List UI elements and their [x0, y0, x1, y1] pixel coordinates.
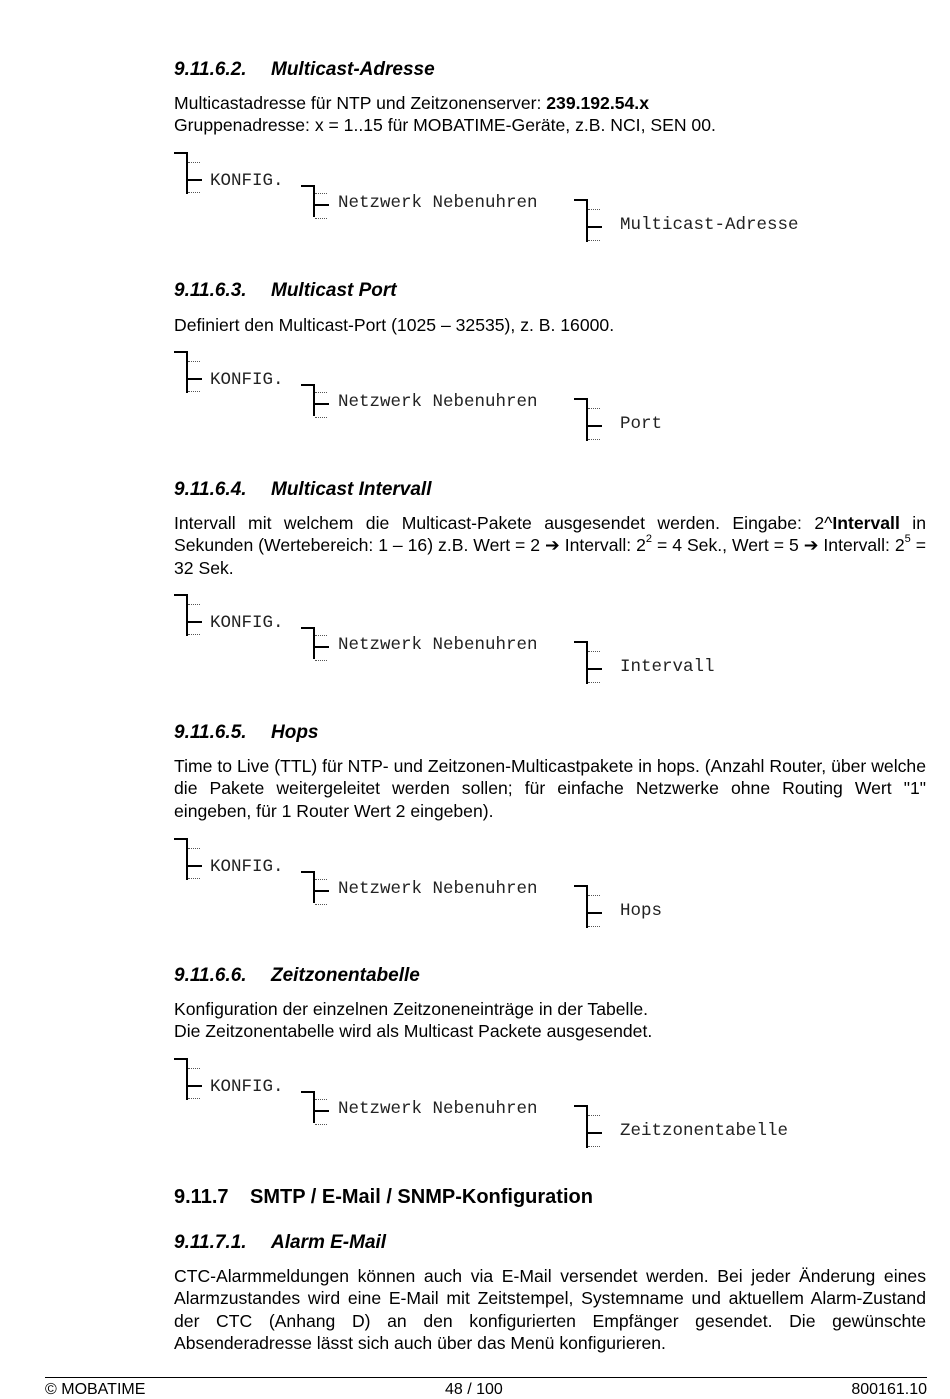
exponent: 5: [904, 533, 911, 546]
section-number: 9.11.6.5.: [174, 722, 247, 743]
section-title: Multicast Intervall: [271, 479, 432, 500]
menu-level1: KONFIG.: [210, 1077, 284, 1097]
section-number: 9.11.6.4.: [174, 479, 247, 500]
section-title: Hops: [271, 722, 319, 743]
body-text: Multicastadresse für NTP und Zeitzonenserver:: [174, 93, 547, 113]
body-text: = 4 Sek., Wert = 5: [652, 535, 804, 556]
section-heading: [174, 1232, 386, 1254]
chapter-title: SMTP / E-Mail / SNMP-Konfiguration: [250, 1186, 593, 1208]
menu-level1: KONFIG.: [210, 613, 284, 633]
menu-level3: Port: [620, 414, 663, 434]
footer-rule: [45, 1377, 927, 1378]
section-body: [174, 512, 926, 579]
body-text: Intervall: 2: [818, 535, 905, 556]
section-body: CTC-Alarmmeldungen können auch via E-Mail versendet werden. Bei jeder Änderung eines Alarmzustandes wird eine E-Mail mit Zeitstempel, Systemname und aktuellem Alarm-Zustand der CTC (Anhang D) an den konfigurierten Empfänger gesendet. Die gewünschte Absenderadresse lässt sich auch über das Menü konfigurieren.: [174, 1266, 926, 1353]
body-text: Intervall: 2: [559, 535, 646, 556]
section-number: 9.11.7.1.: [174, 1232, 247, 1253]
section-title: Multicast-Adresse: [271, 59, 435, 80]
section-body: [174, 92, 926, 137]
section-heading: [174, 722, 319, 744]
section-number: 9.11.6.2.: [174, 59, 247, 80]
chapter-heading: [174, 1186, 593, 1209]
body-bold: Intervall: [832, 513, 900, 533]
section-number: 9.11.6.6.: [174, 965, 247, 986]
menu-level1: KONFIG.: [210, 171, 284, 191]
document-number: 800161.10: [851, 1381, 927, 1398]
chapter-number: 9.11.7: [174, 1186, 229, 1208]
menu-level3: Hops: [620, 901, 663, 921]
multicast-address: 239.192.54.x: [546, 93, 649, 113]
menu-tree: [0, 152, 950, 247]
menu-tree: [0, 594, 950, 689]
section-heading: [174, 59, 435, 81]
body-text: Konfiguration der einzelnen Zeitzoneneinträge in der Tabelle.: [174, 999, 649, 1019]
menu-level3: Zeitzonentabelle: [620, 1121, 789, 1141]
menu-tree: [0, 838, 950, 933]
menu-level2: Netzwerk Nebenuhren: [338, 392, 538, 412]
body-text: Gruppenadresse: x = 1..15 für MOBATIME-Geräte, z.B. NCI, SEN 00.: [174, 115, 716, 136]
section-title: Multicast Port: [271, 280, 397, 301]
body-text: in Sekunden (Wertebereich: 1 – 16) z.B. Wert = 2: [174, 513, 926, 556]
section-body: [174, 314, 926, 336]
section-heading: [174, 280, 397, 302]
menu-level1: KONFIG.: [210, 370, 284, 390]
page-number: 48 / 100: [445, 1381, 503, 1398]
menu-level3: Multicast-Adresse: [620, 215, 799, 235]
menu-level2: Netzwerk Nebenuhren: [338, 193, 538, 213]
arrow-right-icon: ➔: [545, 535, 560, 556]
body-text: = 32 Sek.: [174, 535, 926, 578]
section-body: [174, 998, 926, 1043]
section-heading: [174, 965, 420, 987]
arrow-right-icon: ➔: [803, 535, 819, 556]
menu-level2: Netzwerk Nebenuhren: [338, 1099, 538, 1119]
exponent: 2: [645, 533, 653, 546]
section-body: Time to Live (TTL) für NTP- und Zeitzonen-Multicastpakete in hops. (Anzahl Router, über welche die Pakete weitergeleitet werden sollen; für einfache Netzwerke ohne Routing Wert "1" eingeben, für 1 Router Wert 2 eingeben).: [174, 756, 926, 821]
menu-level1: KONFIG.: [210, 857, 284, 877]
menu-tree: [0, 1058, 950, 1153]
menu-level3: Intervall: [620, 657, 715, 677]
body-text: Definiert den Multicast-Port (1025 – 32535), z. B. 16000.: [174, 315, 615, 335]
body-text: Intervall mit welchem die Multicast-Pakete ausgesendet werden. Eingabe: 2^: [174, 513, 833, 533]
footer-copyright: © MOBATIME: [45, 1381, 146, 1398]
section-heading: [174, 479, 432, 501]
menu-level2: Netzwerk Nebenuhren: [338, 635, 538, 655]
section-title: Alarm E-Mail: [271, 1232, 387, 1253]
section-number: 9.11.6.3.: [174, 280, 247, 301]
menu-tree: [0, 351, 950, 446]
body-text: Die Zeitzonentabelle wird als Multicast Packete ausgesendet.: [174, 1021, 653, 1042]
menu-level2: Netzwerk Nebenuhren: [338, 879, 538, 899]
section-title: Zeitzonentabelle: [271, 965, 420, 986]
